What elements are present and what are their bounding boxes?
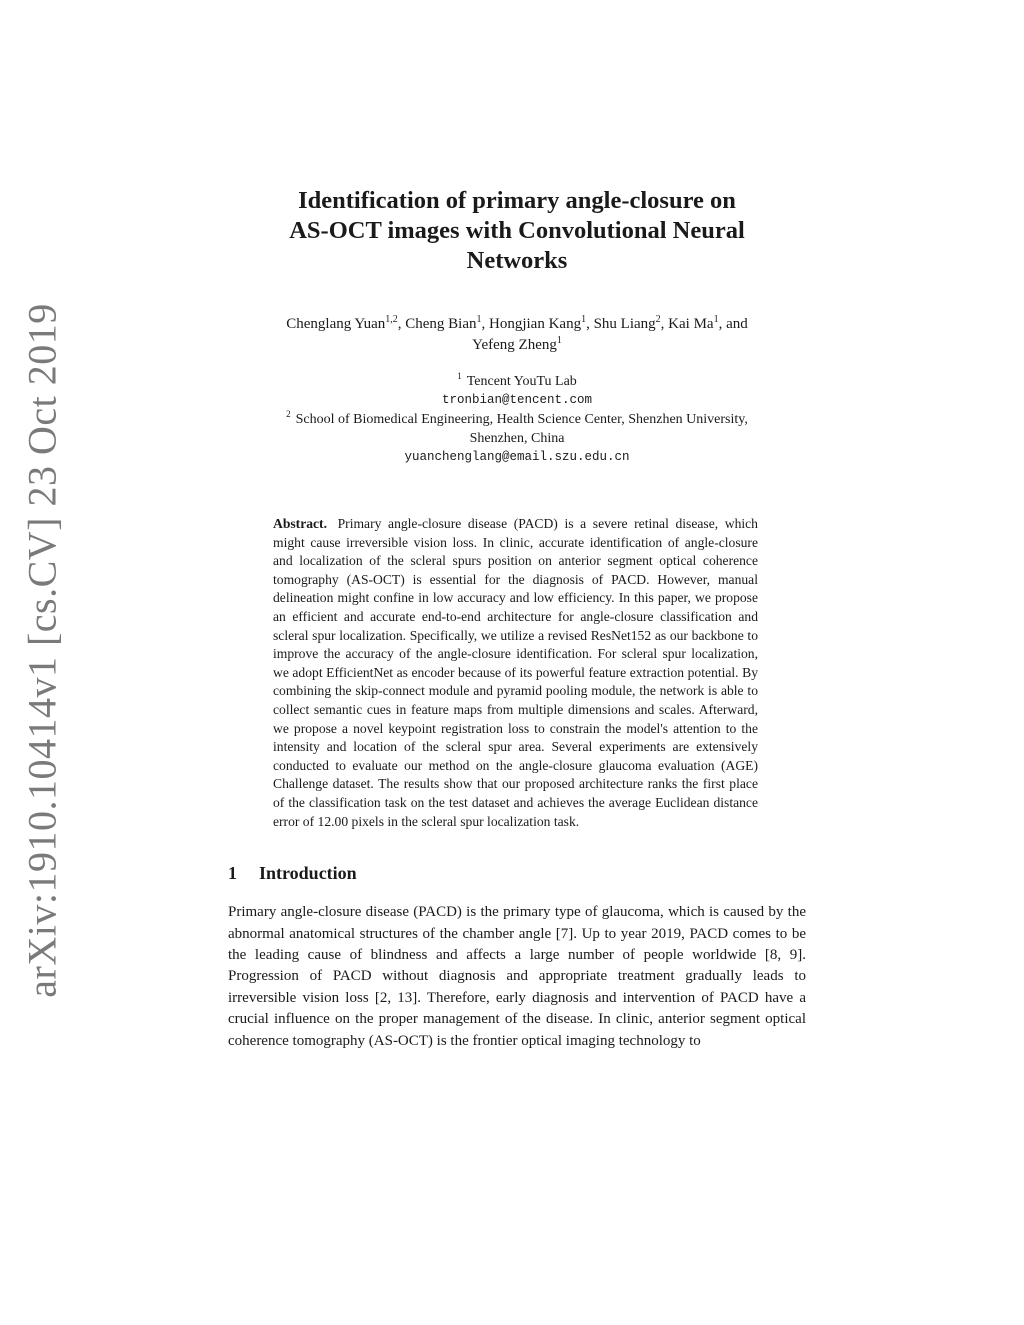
author-name: Hongjian Kang xyxy=(489,316,582,332)
paper-first-page xyxy=(228,186,806,1067)
author-affiliation-mark: 2 xyxy=(655,314,661,325)
author-affiliation-mark: 1 xyxy=(556,335,562,346)
author-name: Yefeng Zheng xyxy=(472,337,557,353)
title-line: Networks xyxy=(466,247,568,274)
arxiv-identifier: arXiv:1910.10414v1 [cs.CV] 23 Oct 2019 xyxy=(19,302,65,998)
section-heading xyxy=(228,861,806,885)
author-list xyxy=(228,314,806,356)
affiliation-mark: 2 xyxy=(286,409,291,419)
author-name: Kai Ma xyxy=(668,316,714,332)
affiliation-email: tronbian@tencent.com xyxy=(441,393,593,407)
affiliation-email: yuanchenglang@email.szu.edu.cn xyxy=(404,450,630,464)
author-line xyxy=(228,335,806,356)
affiliation-location: Shenzhen, China xyxy=(469,431,565,446)
affiliation-2 xyxy=(228,410,806,429)
section-number: 1 xyxy=(228,863,237,884)
affiliation-name: School of Biomedical Engineering, Health Science Center, Shenzhen University, xyxy=(295,412,748,427)
author-line: Chenglang Yuan$^{1,2}$, Cheng Bian$^1$, Hongjian Kang$^1$, Shu Liang$^2$, Kai Ma$^1$, and xyxy=(286,314,748,332)
paper-title xyxy=(228,186,806,276)
abstract xyxy=(273,515,758,831)
author-affiliation-mark: 1 xyxy=(713,314,719,325)
arxiv-sidebar-stamp xyxy=(12,302,72,998)
section-title: Introduction xyxy=(259,863,357,884)
author-affiliation-mark: 1,2 xyxy=(385,314,398,325)
author-name: Shu Liang xyxy=(593,316,656,332)
author-affiliation-mark: 1 xyxy=(581,314,587,325)
title-line: Identification of primary angle-closure on xyxy=(298,187,736,214)
title-line: AS-OCT images with Convolutional Neural xyxy=(289,217,745,244)
author-name: Chenglang Yuan xyxy=(286,316,386,332)
body-paragraph: Primary angle-closure disease (PACD) is the primary type of glaucoma, which is caused by the abnormal anatomical structures of the chamber angle [7]. Up to year 2019, PACD comes to be the leading cause of blindness and affects a large number of people worldwide [8, 9]. Progression of PACD without diagnosis and appropriate treatment gradually leads to irreversible vision loss [2, 13]. Therefore, early diagnosis and intervention of PACD have a crucial influence on the proper management of the disease. In clinic, anterior segment optical coherence tomography (AS-OCT) is the frontier optical imaging technology to xyxy=(228,904,806,1049)
affiliation-mark: 1 xyxy=(457,371,462,381)
author-conjunction: and xyxy=(726,316,748,332)
author-name: Cheng Bian xyxy=(405,316,477,332)
author-affiliation-mark: 1 xyxy=(476,314,482,325)
abstract-text: Primary angle-closure disease (PACD) is a severe retinal disease, which might cause irreversible vision loss. In clinic, accurate identification of angle-closure and localization of the scleral spurs position on anterior segment optical coherence tomography (AS-OCT) is essential for the diagnosis of PACD. However, manual delineation might confine in low accuracy and low efficiency. In this paper, we propose an efficient and accurate end-to-end architecture for angle-closure classification and scleral spur localization. Specifically, we utilize a revised ResNet152 as our backbone to improve the accuracy of the angle-closure identification. For scleral spur localization, we adopt EfficientNet as encoder because of its powerful feature extraction potential. By combining the skip-connect module and pyramid pooling module, the network is able to collect semantic cues in feature maps from multiple dimensions and scales. Afterward, we propose a novel keypoint registration loss to constrain the model's attention to the intensity and location of the scleral spur area. Several experiments are extensively conducted to evaluate our method on the angle-closure glaucoma evaluation (AGE) Challenge dataset. The results show that our proposed architecture ranks the first place of the classification task on the test dataset and achieves the average Euclidean distance error of 12.00 pixels in the scleral spur localization task. xyxy=(273,516,758,829)
affiliations xyxy=(228,372,806,467)
abstract-label: Abstract. xyxy=(273,516,327,531)
affiliation-1 xyxy=(228,372,806,391)
affiliation-name: Tencent YouTu Lab xyxy=(466,374,577,389)
